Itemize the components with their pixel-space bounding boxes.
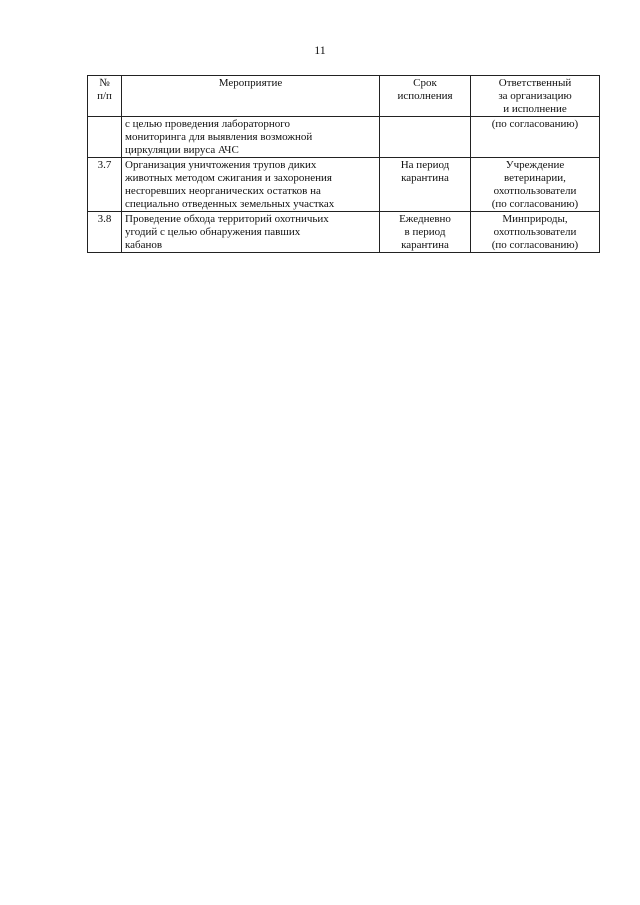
header-responsible-line: Ответственный: [498, 77, 572, 89]
table-row: [88, 117, 600, 158]
term-line: Ежедневно: [399, 213, 451, 225]
activity-line: Организация уничтожения трупов диких: [125, 159, 317, 171]
activity-line: несгоревших неорганических остатков на: [125, 185, 321, 197]
responsible-line: Учреждение: [505, 159, 565, 171]
header-number-line: п/п: [97, 90, 112, 102]
responsible-line: Минприроды,: [502, 213, 568, 225]
table-row: [88, 212, 600, 253]
responsible-line: (по согласованию): [491, 198, 579, 210]
page-number: 11: [314, 43, 326, 57]
header-activity-line: Мероприятие: [218, 77, 283, 89]
responsible-line: (по согласованию): [491, 239, 579, 251]
activity-line: Проведение обхода территорий охотничьих: [125, 213, 329, 225]
term-line: карантина: [401, 172, 449, 184]
header-number: [88, 76, 122, 117]
activity-line: мониторинга для выявления возможной: [125, 131, 313, 143]
header-term: [380, 76, 471, 117]
cell-activity: [122, 117, 380, 158]
responsible-line: охотпользователи: [493, 226, 577, 238]
activity-line: животных методом сжигания и захоронения: [125, 172, 332, 184]
header-term-line: Срок: [413, 77, 437, 89]
cell-activity: [122, 212, 380, 253]
activities-table: [87, 75, 600, 253]
cell-number: 3.8: [88, 212, 122, 253]
term-line: На период: [400, 159, 450, 171]
term-line: карантина: [401, 239, 449, 251]
cell-number: [88, 117, 122, 158]
cell-responsible: [471, 212, 600, 253]
table-row: [88, 158, 600, 212]
activity-line: специально отведенных земельных участках: [125, 198, 335, 210]
header-responsible-line: и исполнение: [503, 103, 567, 115]
activity-line: циркуляции вируса АЧС: [125, 144, 239, 156]
cell-responsible: [471, 158, 600, 212]
header-activity: [122, 76, 380, 117]
responsible-line: охотпользователи: [493, 185, 577, 197]
cell-term: [380, 212, 471, 253]
cell-term: [380, 158, 471, 212]
header-number-line: №: [99, 77, 110, 89]
table-header-row: [88, 76, 600, 117]
responsible-line: ветеринарии,: [504, 172, 566, 184]
activity-line: угодий с целью обнаружения павших: [125, 226, 301, 238]
activity-line: кабанов: [125, 239, 163, 251]
activity-line: с целью проведения лабораторного: [125, 118, 291, 130]
cell-term: [380, 117, 471, 158]
header-term-line: исполнения: [397, 90, 453, 102]
header-responsible: [471, 76, 600, 117]
cell-activity: [122, 158, 380, 212]
cell-number: 3.7: [88, 158, 122, 212]
cell-responsible: [471, 117, 600, 158]
responsible-line: (по согласованию): [491, 118, 579, 130]
term-line: в период: [404, 226, 446, 238]
header-responsible-line: за организацию: [498, 90, 572, 102]
